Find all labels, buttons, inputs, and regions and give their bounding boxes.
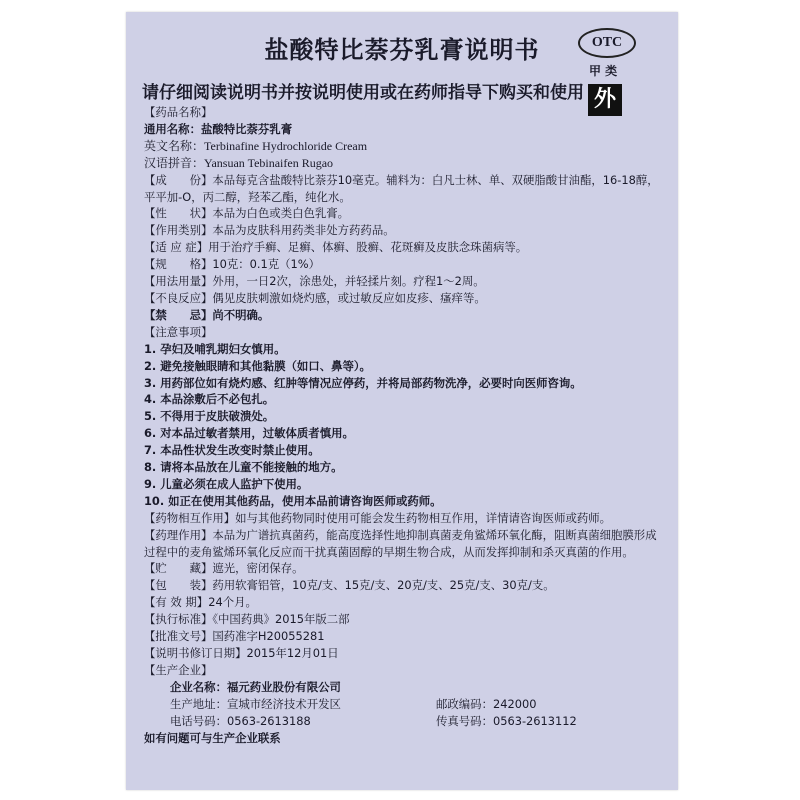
precaution-item: 2. 避免接触眼睛和其他黏膜（如口、鼻等）。 [144,358,371,373]
english-name: 英文名称：Terbinafine Hydrochloride Cream [144,138,368,153]
precaution-item: 9. 儿童必须在成人监护下使用。 [144,476,309,491]
external-use-mark: 外 [588,84,622,116]
precautions-heading: 【注意事项】 [144,324,213,339]
drug-interactions: 【药物相互作用】如与其他药物同时使用可能会发生药物相互作用，详情请咨询医师或药师。 [144,510,612,525]
revision-date: 【说明书修订日期】2015年12月01日 [144,646,339,660]
precaution-item: 4. 本品涂敷后不必包扎。 [144,392,275,407]
precaution-item: 6. 对本品过敏者禁用，过敏体质者慎用。 [144,426,354,441]
generic-name: 通用名称：盐酸特比萘芬乳膏 [144,121,293,136]
precaution-item: 3. 用药部位如有烧灼感、红肿等情况应停药，并将局部药物洗净，必要时向医师咨询。 [144,375,582,390]
precaution-item: 7. 本品性状发生改变时禁止使用。 [144,443,320,458]
ingredients: 【成 份】本品每克含盐酸特比萘芬10毫克。辅料为：白凡士林、单、双硬脂酸甘油酯，16-18醇，平平加-O，丙二醇，羟苯乙酯，纯化水。 [144,172,659,204]
appearance: 【性 状】本品为白色或类白色乳膏。 [144,206,350,221]
fax-number: 传真号码：0563-2613112 [436,713,577,728]
company-name-row [144,679,664,696]
pinyin-name: 汉语拼音：Yansuan Tebinaifen Rugao [144,155,334,170]
drug-category: 【作用类别】本品为皮肤科用药类非处方药药品。 [144,223,395,238]
storage: 【贮 藏】遮光，密闭保存。 [144,561,304,576]
precaution-item: 8. 请将本品放在儿童不能接触的地方。 [144,460,343,475]
otc-class-label: 甲 类 [589,64,618,78]
package: 【包 装】药用软膏铝管，10克/支、15克/支、20克/支、25克/支、30克/支。 [144,578,555,593]
adverse-reactions: 【不良反应】偶见皮肤刺激如烧灼感，或过敏反应如皮疹、瘙痒等。 [144,290,486,305]
company-name: 企业名称：福元药业股份有限公司 [170,679,341,694]
approval-number: 【批准文号】国药准字H20055281 [144,629,325,644]
dosage: 【用法用量】外用，一日2次，涂患处，并轻揉片刻。疗程1～2周。 [144,274,485,289]
precaution-item: 5. 不得用于皮肤破溃处。 [144,409,275,424]
indications: 【适 应 症】用于治疗手癣、足癣、体癣、股癣、花斑癣及皮肤念珠菌病等。 [144,240,528,255]
contact-note: 如有问题可与生产企业联系 [144,730,281,745]
contraindications: 【禁 忌】尚不明确。 [144,307,270,322]
validity: 【有 效 期】24个月。 [144,595,257,610]
phone-number: 电话号码：0563-2613188 [170,713,311,728]
usage-warning: 请仔细阅读说明书并按说明使用或在药师指导下购买和使用 [142,83,584,103]
phone-row [144,713,664,730]
drug-name-heading: 【药品名称】 [144,105,213,119]
pharmacology: 【药理作用】本品为广谱抗真菌药，能高度选择性地抑制真菌麦角鲨烯环氧化酶，阻断真菌细胞膜形成过程中的麦角鲨烯环氧化反应而干扰真菌固醇的早期生物合成，从而发挥抑制和杀灭真菌的作用。 [144,527,657,559]
precaution-item: 1. 孕妇及哺乳期妇女慎用。 [144,341,286,356]
specification: 【规 格】10克：0.1克（1%） [144,257,320,272]
postcode: 邮政编码：242000 [436,696,537,711]
document-title: 盐酸特比萘芬乳膏说明书 [264,36,540,64]
otc-badge: OTC [578,28,636,58]
address-row [144,696,664,713]
standard: 【执行标准】《中国药典》2015年版二部 [144,612,350,627]
leaflet-body [144,104,664,746]
precaution-item: 10. 如正在使用其他药品，使用本品前请咨询医师或药师。 [144,493,442,508]
leaflet-sheet [126,12,678,790]
production-address: 生产地址：宣城市经济技术开发区 [170,696,341,711]
manufacturer-heading: 【生产企业】 [144,662,213,677]
